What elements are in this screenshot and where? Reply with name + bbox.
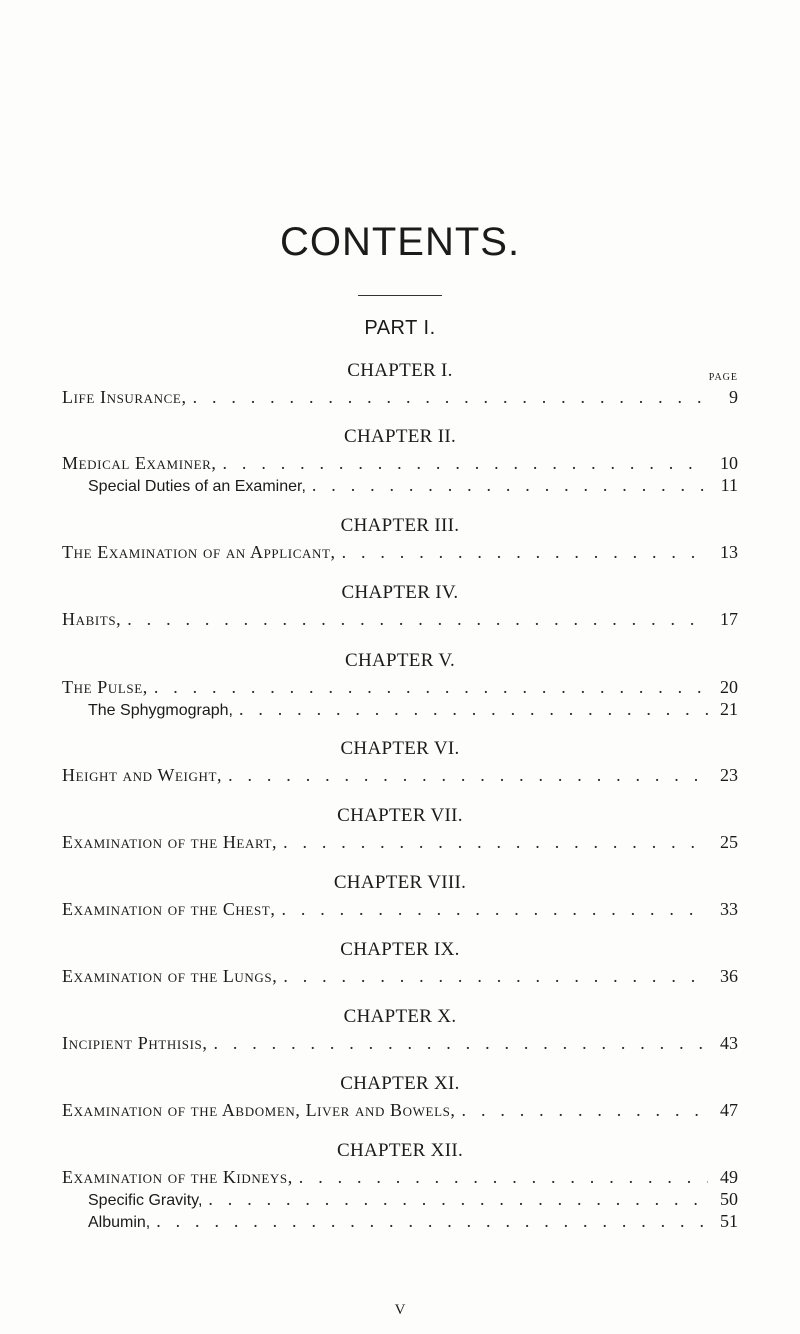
entry-title: Albumin,	[88, 1214, 151, 1231]
entry-title: Habits,	[62, 609, 122, 629]
toc-entry	[62, 676, 738, 698]
entry-title: Special Duties of an Examiner,	[88, 478, 306, 495]
title-rule	[358, 295, 442, 296]
dot-leader	[193, 386, 708, 408]
toc-entry	[88, 1210, 738, 1232]
toc-entry	[62, 898, 738, 920]
dot-leader	[283, 965, 708, 987]
entry-title: Examination of the Chest,	[62, 899, 276, 919]
entry-page: 43	[720, 1033, 738, 1053]
entry-page: 47	[720, 1100, 738, 1120]
page-folio: V	[394, 1302, 406, 1318]
part-heading: PART I.	[364, 317, 436, 339]
entry-page: 49	[720, 1167, 738, 1187]
chapter-heading: CHAPTER IV.	[341, 582, 459, 603]
chapter-heading: CHAPTER XII.	[336, 1140, 464, 1161]
entry-page: 9	[729, 387, 738, 407]
toc-entry	[62, 386, 738, 408]
dot-leader	[228, 764, 708, 786]
chapter-heading: CHAPTER X.	[343, 1006, 457, 1027]
chapter-heading: CHAPTER II.	[343, 426, 457, 447]
toc-entry	[62, 831, 738, 853]
entry-title: Medical Examiner,	[62, 453, 217, 473]
entry-title: Height and Weight,	[62, 765, 223, 785]
toc-entry	[62, 452, 738, 474]
entry-title: Examination of the Abdomen, Liver and Bowels,	[62, 1100, 456, 1120]
toc-entry	[62, 764, 738, 786]
toc-entry	[88, 1188, 738, 1210]
dot-leader	[462, 1099, 708, 1121]
chapter-heading: CHAPTER XI.	[340, 1073, 460, 1094]
dot-leader	[299, 1166, 708, 1188]
entry-title: Examination of the Lungs,	[62, 966, 278, 986]
entry-page: 23	[720, 765, 738, 785]
entry-page: 36	[720, 966, 738, 986]
dot-leader	[312, 474, 708, 496]
chapter-heading: CHAPTER VIII.	[333, 872, 467, 893]
entry-page: 13	[720, 542, 738, 562]
entry-page: 11	[720, 475, 738, 495]
entry-title: The Sphygmograph,	[88, 702, 233, 719]
entry-title: Specific Gravity,	[88, 1192, 203, 1209]
entry-title: Incipient Phthisis,	[62, 1033, 208, 1053]
toc-entry	[62, 541, 738, 563]
toc-entry	[62, 1099, 738, 1121]
dot-leader	[208, 1188, 708, 1210]
entry-page: 25	[720, 832, 738, 852]
entry-title: Examination of the Kidneys,	[62, 1167, 293, 1187]
chapter-heading: CHAPTER I.	[347, 360, 453, 381]
toc-entry	[88, 474, 738, 496]
chapter-heading: CHAPTER VII.	[337, 805, 463, 826]
dot-leader	[283, 831, 708, 853]
dot-leader	[281, 898, 708, 920]
dot-leader	[154, 676, 708, 698]
toc-entry	[62, 965, 738, 987]
chapter-heading: CHAPTER IX.	[340, 939, 460, 960]
entry-page: 33	[720, 899, 738, 919]
page-column-label: PAGE	[708, 372, 738, 383]
entry-page: 51	[720, 1211, 738, 1231]
toc-entry	[62, 608, 738, 630]
chapter-heading: CHAPTER III.	[340, 515, 460, 536]
chapter-heading: CHAPTER VI.	[340, 738, 460, 759]
chapter-heading: CHAPTER V.	[345, 650, 455, 671]
toc-entry	[88, 698, 738, 720]
entry-page: 50	[720, 1189, 738, 1209]
toc-entry	[62, 1032, 738, 1054]
toc-entry	[62, 1166, 738, 1188]
dot-leader	[156, 1210, 708, 1232]
dot-leader	[239, 698, 708, 720]
entry-page: 17	[720, 609, 738, 629]
entry-page: 21	[720, 699, 738, 719]
entry-title: Life Insurance,	[62, 387, 187, 407]
dot-leader	[223, 452, 708, 474]
dot-leader	[213, 1032, 708, 1054]
page-title: CONTENTS.	[279, 220, 521, 264]
entry-title: The Examination of an Applicant,	[62, 542, 336, 562]
entry-title: Examination of the Heart,	[62, 832, 278, 852]
entry-page: 20	[720, 677, 738, 697]
dot-leader	[342, 541, 708, 563]
entry-title: The Pulse,	[62, 677, 148, 697]
dot-leader	[127, 608, 708, 630]
entry-page: 10	[720, 453, 738, 473]
